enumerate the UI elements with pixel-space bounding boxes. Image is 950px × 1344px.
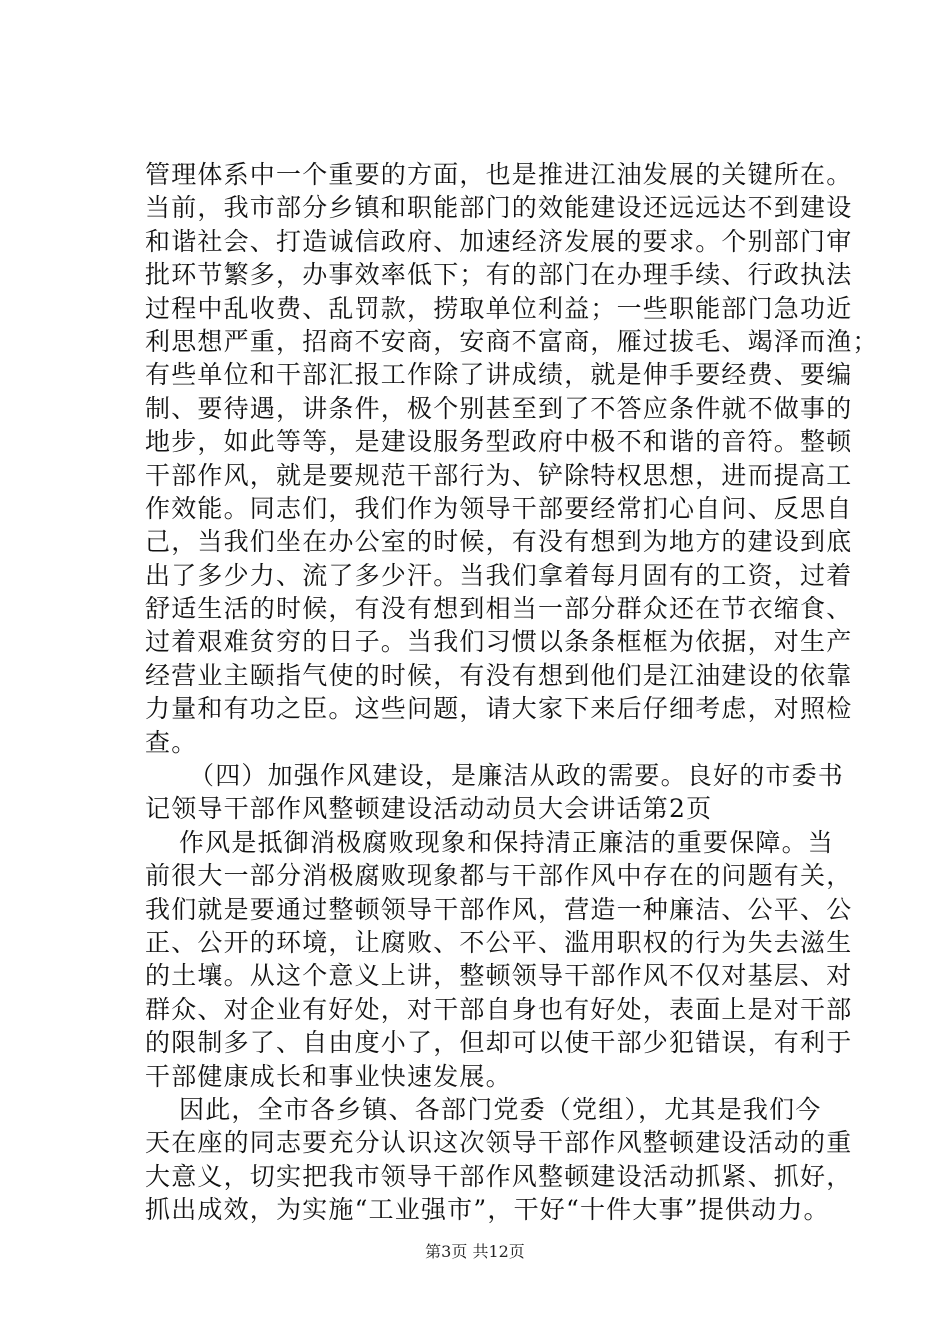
text-line: 的土壤。从这个意义上讲，整顿领导干部作风不仅对基层、对 xyxy=(145,961,853,991)
page-footer: 第3页 共12页 xyxy=(425,1242,525,1261)
text-line: 我们就是要通过整顿领导干部作风，营造一种廉洁、公平、公 xyxy=(145,894,853,924)
text-line: 经营业主颐指气使的时候，有没有想到他们是江油建设的依靠 xyxy=(145,660,853,690)
text-line: 作风是抵御消极腐败现象和保持清正廉洁的重要保障。当 xyxy=(179,827,835,857)
text-line: 出了多少力、流了多少汗。当我们拿着每月固有的工资，过着 xyxy=(145,560,853,590)
text-line: 地步，如此等等，是建设服务型政府中极不和谐的音符。整顿 xyxy=(145,427,853,457)
text-line: 过程中乱收费、乱罚款，捞取单位利益；一些职能部门急功近 xyxy=(145,293,853,323)
text-line: 和谐社会、打造诚信政府、加速经济发展的要求。个别部门审 xyxy=(145,226,853,256)
text-line: 作效能。同志们，我们作为领导干部要经常扪心自问、反思自 xyxy=(145,493,853,523)
text-line: 有些单位和干部汇报工作除了讲成绩，就是伸手要经费、要编 xyxy=(145,360,853,390)
text-line: 查。 xyxy=(145,727,198,757)
text-line: 当前，我市部分乡镇和职能部门的效能建设还远远达不到建设 xyxy=(145,193,853,223)
text-line: 正、公开的环境，让腐败、不公平、滥用职权的行为失去滋生 xyxy=(145,927,853,957)
text-line: 群众、对企业有好处，对干部自身也有好处，表面上是对干部 xyxy=(145,994,853,1024)
text-line: 舒适生活的时候，有没有想到相当一部分群众还在节衣缩食、 xyxy=(145,594,853,624)
text-line: 干部作风，就是要规范干部行为、铲除特权思想，进而提高工 xyxy=(145,460,853,490)
text-line: 记领导干部作风整顿建设活动动员大会讲话第2页 xyxy=(145,794,713,824)
text-line: 的限制多了、自由度小了，但却可以使干部少犯错误，有利于 xyxy=(145,1028,853,1058)
text-line: 干部健康成长和事业快速发展。 xyxy=(145,1061,512,1091)
text-line: 因此，全市各乡镇、各部门党委（党组），尤其是我们今 xyxy=(179,1094,822,1124)
document-body xyxy=(145,158,879,1227)
text-line: 大意义，切实把我市领导干部作风整顿建设活动抓紧、抓好， xyxy=(145,1161,853,1191)
text-line: 抓出成效，为实施“工业强市”，干好“十件大事”提供动力。 xyxy=(145,1195,830,1225)
text-line: 制、要待遇，讲条件，极个别甚至到了不答应条件就不做事的 xyxy=(145,393,853,423)
text-line: 管理体系中一个重要的方面，也是推进江油发展的关键所在。 xyxy=(145,160,853,189)
text-line: 批环节繁多，办事效率低下；有的部门在办理手续、行政执法 xyxy=(145,260,853,290)
text-line: 力量和有功之臣。这些问题，请大家下来后仔细考虑，对照检 xyxy=(145,694,853,724)
text-line: （四）加强作风建设，是廉洁从政的需要。良好的市委书 xyxy=(189,761,845,791)
text-line: 过着艰难贫穷的日子。当我们习惯以条条框框为依据，对生产 xyxy=(145,627,853,657)
text-line: 己，当我们坐在办公室的时候，有没有想到为地方的建设到底 xyxy=(145,527,853,557)
text-line: 前很大一部分消极腐败现象都与干部作风中存在的问题有关， xyxy=(145,861,853,891)
text-line: 天在座的同志要充分认识这次领导干部作风整顿建设活动的重 xyxy=(145,1128,853,1158)
text-line: 利思想严重，招商不安商，安商不富商，雁过拔毛、竭泽而渔； xyxy=(145,326,879,356)
